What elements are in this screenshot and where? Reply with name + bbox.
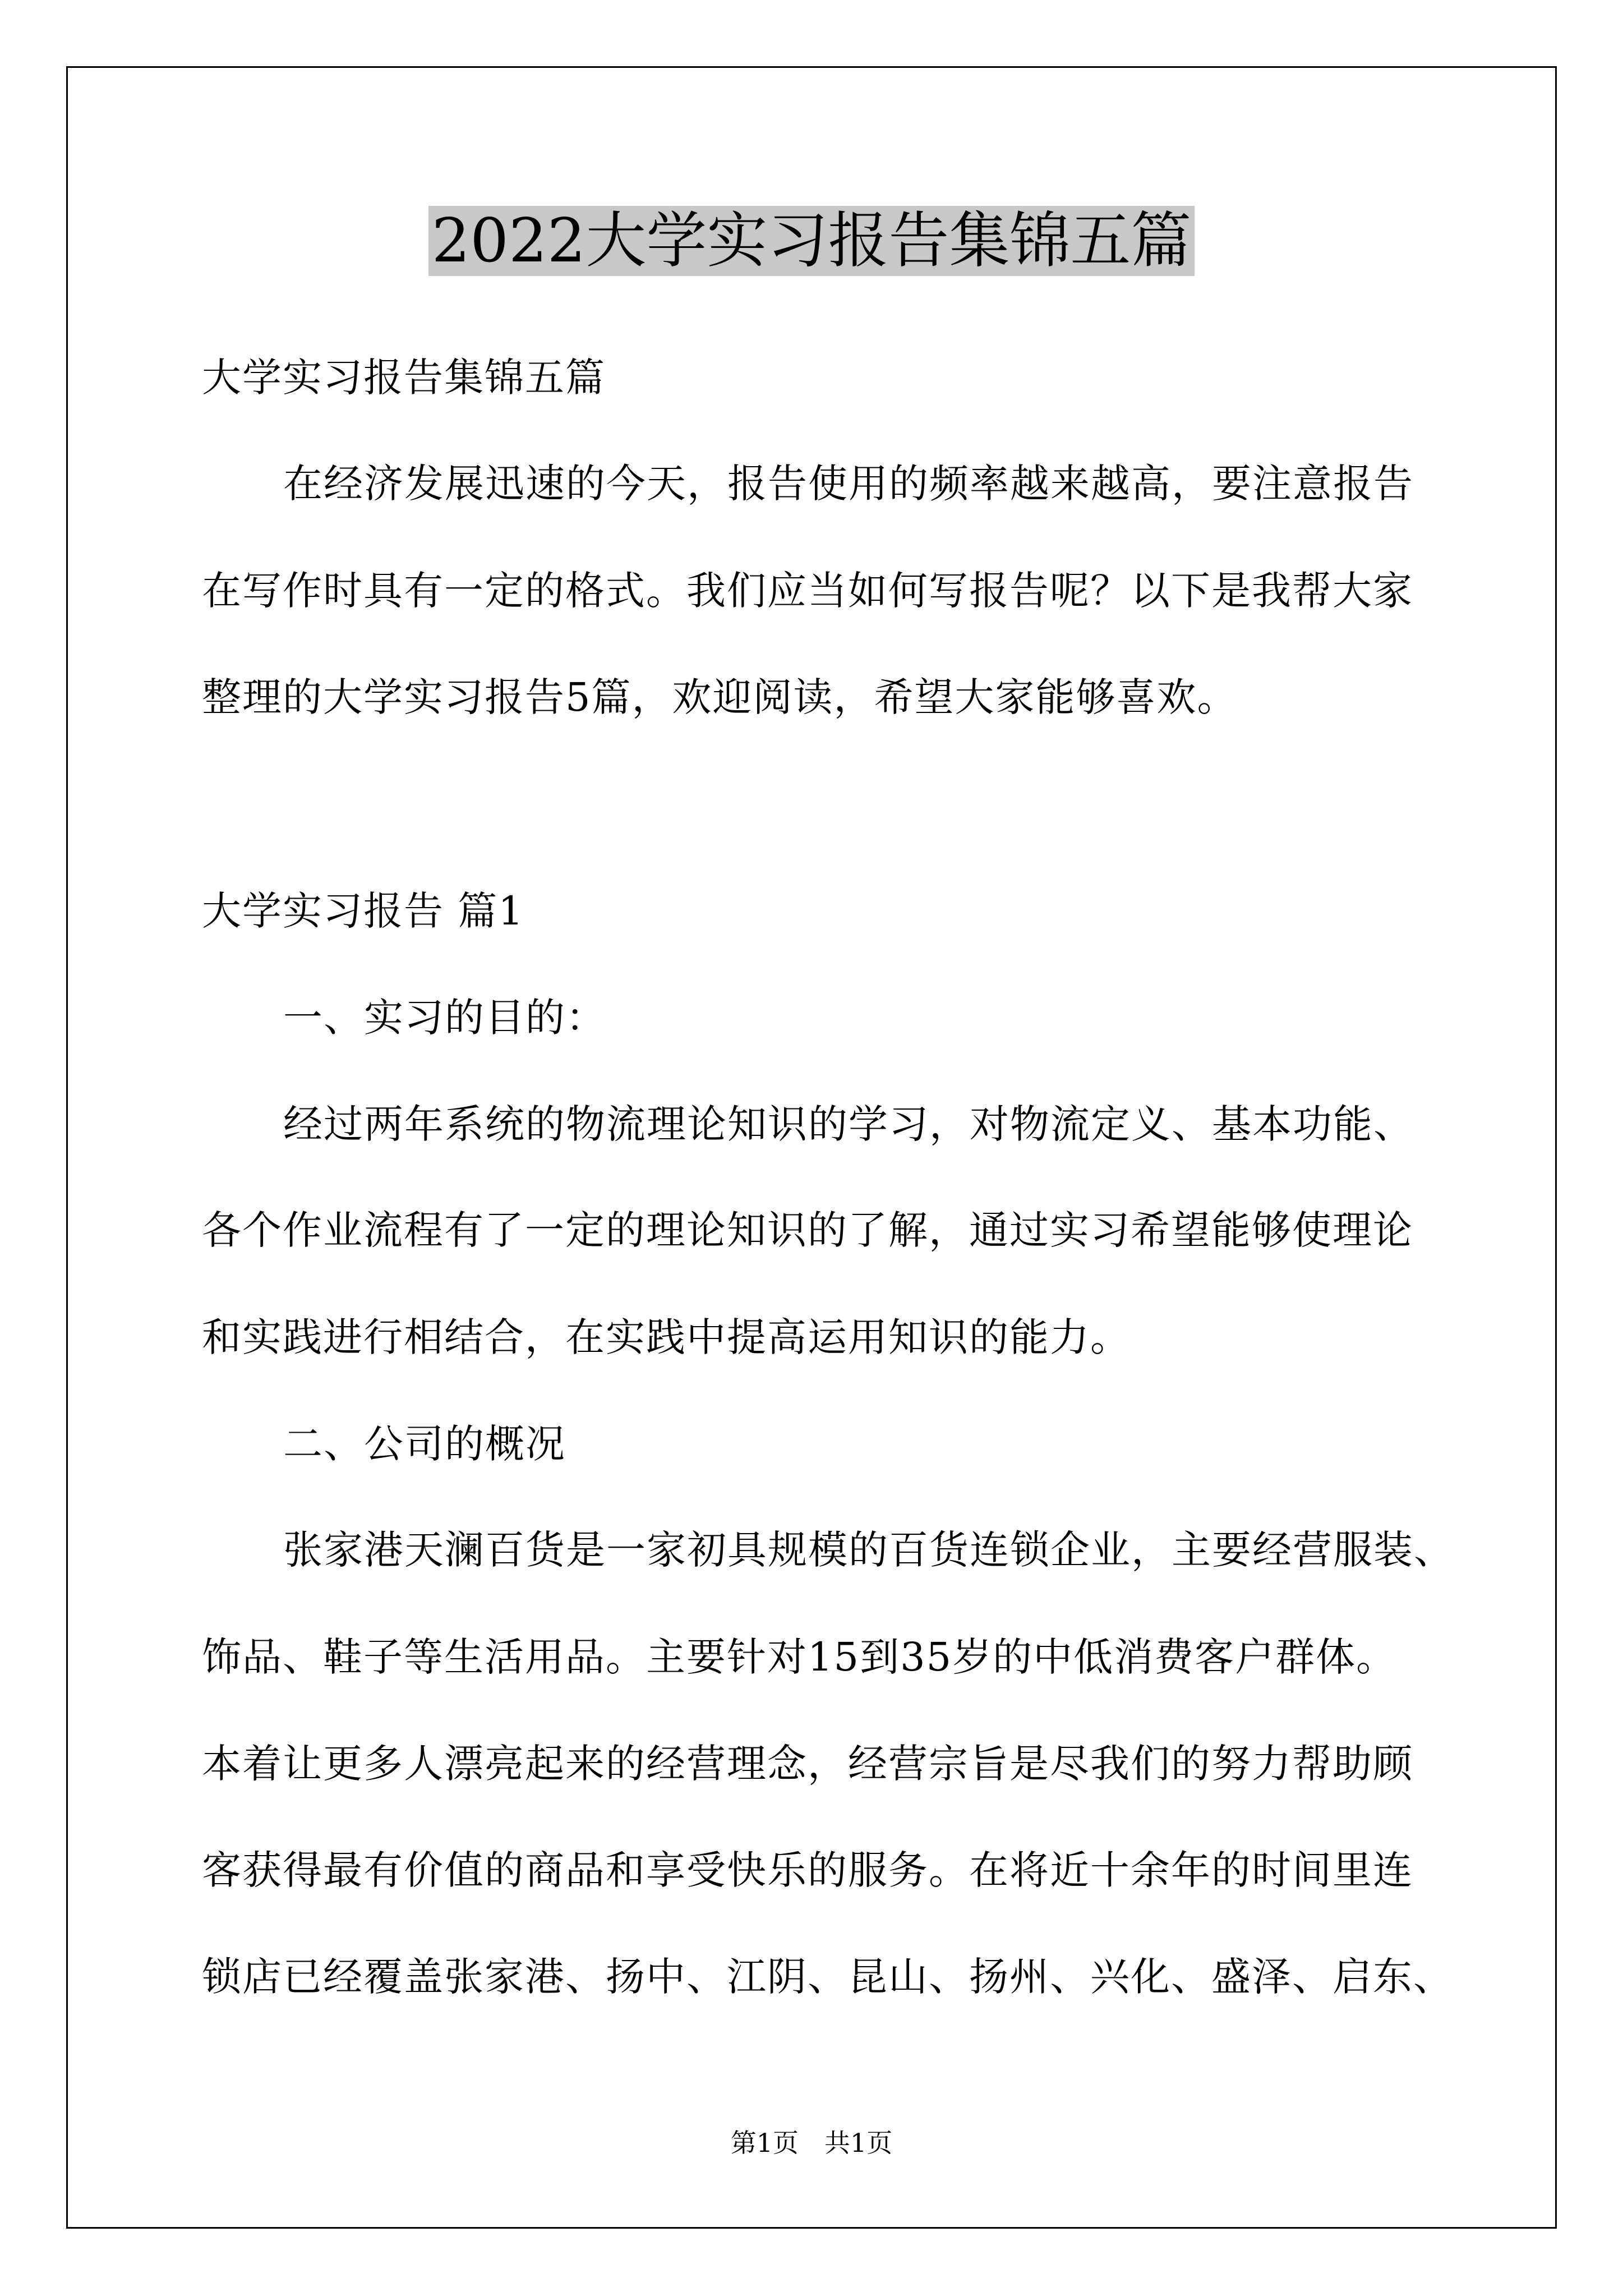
part2-line-5: 锁店已经覆盖张家港、扬中、江阴、昆山、扬州、兴化、盛泽、启东、 — [202, 1954, 1454, 2000]
part1-line-3: 和实践进行相结合，在实践中提高运用知识的能力。 — [202, 1314, 1131, 1360]
part2-line-2: 饰品、鞋子等生活用品。主要针对15到35岁的中低消费客户群体。 — [202, 1634, 1397, 1680]
part1-heading: 一、实习的目的： — [283, 995, 606, 1041]
part1-line-1: 经过两年系统的物流理论知识的学习，对物流定义、基本功能、 — [283, 1101, 1414, 1147]
intro-line-1: 在经济发展迅速的今天，报告使用的频率越来越高，要注意报告 — [283, 461, 1414, 507]
section-heading: 大学实习报告 篇1 — [202, 888, 524, 934]
part1-line-2: 各个作业流程有了一定的理论知识的了解，通过实习希望能够使理论 — [202, 1207, 1413, 1253]
part2-line-1: 张家港天澜百货是一家初具规模的百货连锁企业，主要经营服装、 — [283, 1527, 1454, 1573]
part2-line-3: 本着让更多人漂亮起来的经营理念，经营宗旨是尽我们的努力帮助顾 — [202, 1741, 1413, 1787]
document-subtitle: 大学实习报告集锦五篇 — [202, 355, 606, 401]
document-title-text: 2022大学实习报告集锦五篇 — [428, 206, 1195, 276]
part2-heading: 二、公司的概况 — [283, 1421, 566, 1467]
intro-line-3: 整理的大学实习报告5篇，欢迎阅读，希望大家能够喜欢。 — [202, 674, 1238, 720]
page-footer: 第1页 共1页 — [730, 2128, 893, 2158]
intro-line-2: 在写作时具有一定的格式。我们应当如何写报告呢？以下是我帮大家 — [202, 568, 1413, 614]
document-title — [0, 199, 1623, 283]
part2-line-4: 客获得最有价值的商品和享受快乐的服务。在将近十余年的时间里连 — [202, 1847, 1413, 1893]
